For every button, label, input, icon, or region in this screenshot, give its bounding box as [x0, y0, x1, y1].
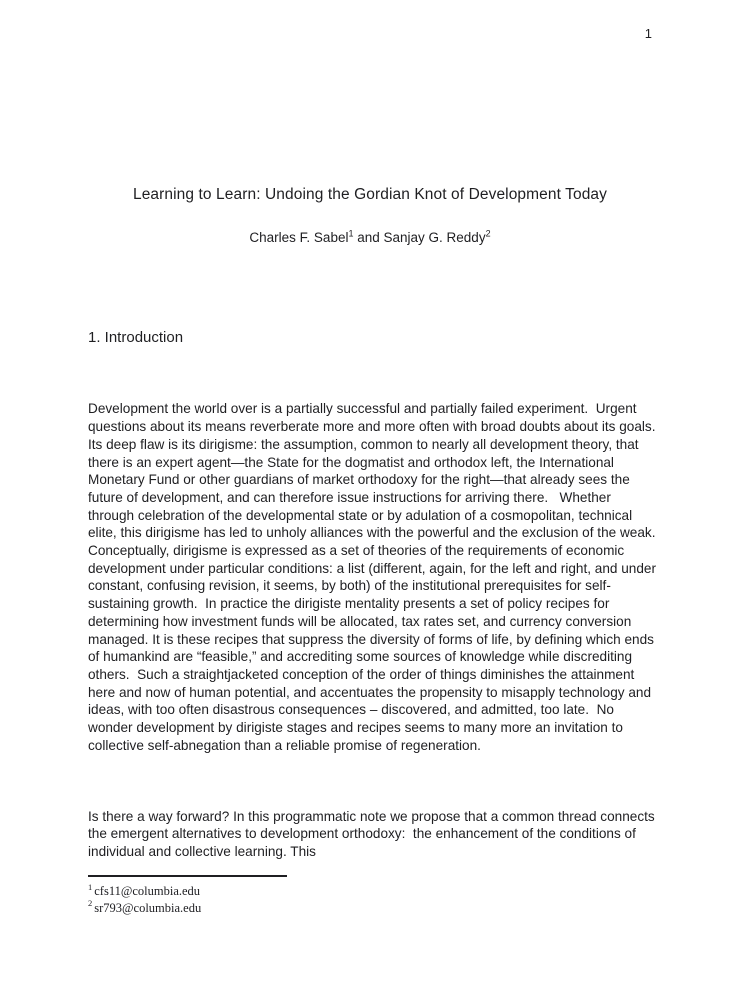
footnote-2-mark: 2: [88, 898, 93, 909]
authors-connector: and: [353, 230, 384, 245]
footnote-separator-rule: [88, 875, 287, 877]
author-2: Sanjay G. Reddy: [383, 230, 486, 245]
footnote-2: [88, 900, 660, 917]
footnotes-section: [88, 875, 660, 916]
paragraph-1: Development the world over is a partially successful and partially failed experiment. Urgent questions about its means reverberate more and more often with broad doubts about its goals. Its deep flaw is its dirigisme: the assumption, common to nearly all development theory, that there is an expert agent—the State for the dogmatist and orthodox left, the International Monetary Fund or other guardians of market orthodoxy for the right—that already sees the future of development, and can therefore issue instructions for arriving there. Whether through celebration of the developmental state or by adulation of a cosmopolitan, technical elite, this dirigisme has led to unholy alliances with the powerful and the exclusion of the weak. Conceptually, dirigisme is expressed as a set of theories of the requirements of economic development under particular conditions: a list (different, again, for the left and right, and under constant, confusing revision, it seems, by both) of the institutional prerequisites for self-sustaining growth. In practice the dirigiste mentality presents a set of policy recipes for determining how investment funds will be allocated, tax rates set, and currency conversion managed. It is these recipes that suppress the diversity of forms of life, by defining which ends of humankind are “feasible,” and accrediting some sources of knowledge while discrediting others. Such a straightjacketed conception of the order of things diminishes the attainment here and now of human potential, and accentuates the propensity to misapply technology and ideas, with too often disastrous consequences – discovered, and admitted, too late. No wonder development by dirigiste stages and recipes seems to many more an invitation to collective self-abnegation than a reliable promise of regeneration.: [88, 401, 664, 753]
author-2-footnote-mark: 2: [485, 228, 491, 239]
footnote-1-text: cfs11@columbia.edu: [94, 884, 201, 898]
body-text: [88, 365, 664, 896]
footnote-1-mark: 1: [88, 881, 93, 892]
author-1-footnote-mark: 1: [348, 228, 354, 239]
author-1: Charles F. Sabel: [249, 230, 349, 245]
footnote-1: [88, 883, 660, 900]
authors-line: [0, 230, 740, 245]
section-heading-introduction: 1. Introduction: [88, 329, 184, 346]
paragraph-2: Is there a way forward? In this programmatic note we propose that a common thread connects the emergent alternatives to development orthodoxy: the enhancement of the conditions of individual and collective learning. This: [88, 808, 659, 859]
paper-title: Learning to Learn: Undoing the Gordian Knot of Development Today: [132, 186, 607, 203]
footnote-2-text: sr793@columbia.edu: [94, 900, 202, 915]
page-number: 1: [644, 26, 652, 41]
